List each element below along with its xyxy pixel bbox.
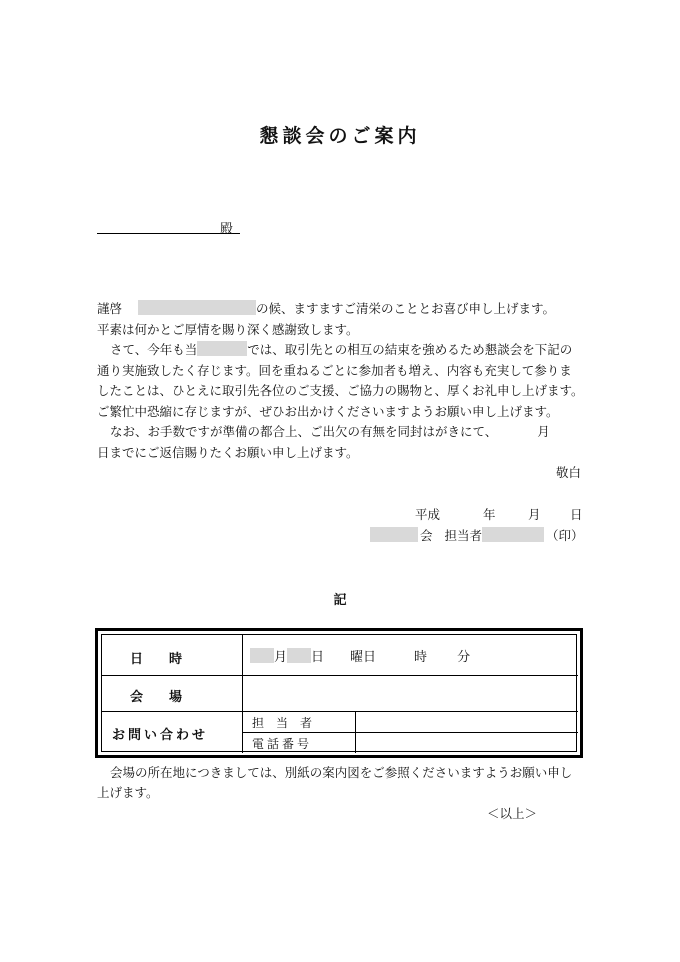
date-day: 日	[570, 507, 583, 522]
day-blank-field[interactable]	[287, 648, 311, 663]
contact-phone-label: 電話番号	[252, 737, 313, 751]
venue-label: 会 場	[130, 690, 183, 705]
greeting-word: 謹啓	[97, 301, 123, 316]
date-month: 月	[528, 507, 541, 522]
closing-word: 敬白	[556, 465, 582, 480]
footer-line-2: 上げます。	[97, 785, 159, 800]
addressee-line	[97, 233, 240, 234]
footer-line-1: 会場の所在地につきましては、別紙の案内図をご参照くださいますようお願い申し	[110, 765, 573, 780]
ki-heading: 記	[333, 593, 347, 608]
month-blank-field[interactable]	[250, 648, 274, 663]
company-blank-field[interactable]	[370, 527, 418, 542]
body-line-4: 通り実施致したく存じます。回を重ねるごとに参加者も増え、内容も充実して参りま	[97, 363, 572, 378]
date-year: 年	[483, 507, 496, 522]
person-blank-field[interactable]	[482, 527, 544, 542]
sender-line: 会 担当者 （印）	[370, 526, 584, 544]
body-line-3: さて、今年も当 では、取引先との相互の結束を強めるため懇談会を下記の	[110, 342, 573, 357]
body-line-5: したことは、ひとえに取引先各位のご支援、ご協力の賜物と、厚くお礼申し上げます。	[97, 383, 584, 398]
end-mark: ＜以上＞	[487, 806, 538, 821]
details-table	[95, 628, 583, 758]
datetime-label: 日 時	[130, 652, 183, 667]
body-line-1: 謹啓 の候、ますますご清栄のこととお喜び申し上げます。	[97, 301, 556, 316]
body-line-8: 日までにご返信賜りたくお願い申し上げます。	[97, 445, 359, 460]
contact-person-label: 担 当 者	[252, 716, 313, 730]
organizer-blank-field[interactable]	[197, 341, 247, 356]
date-era: 平成	[415, 507, 441, 522]
contact-label: お問い合わせ	[112, 728, 209, 743]
body-line-6: ご繁忙中恐縮に存じますが、ぜひお出かけくださいますようお願い申し上げます。	[97, 404, 559, 419]
body-line-7: なお、お手数ですが準備の都合上、ご出欠の有無を同封はがきにて、 月	[110, 424, 550, 439]
body-line-2: 平素は何かとご厚情を賜り深く感謝致します。	[97, 322, 359, 337]
season-blank-field[interactable]	[138, 300, 256, 315]
document-title: 懇談会のご案内	[259, 125, 421, 147]
datetime-row: 月 日 曜日 時 分	[250, 646, 470, 665]
addressee-suffix: 殿	[220, 222, 234, 237]
